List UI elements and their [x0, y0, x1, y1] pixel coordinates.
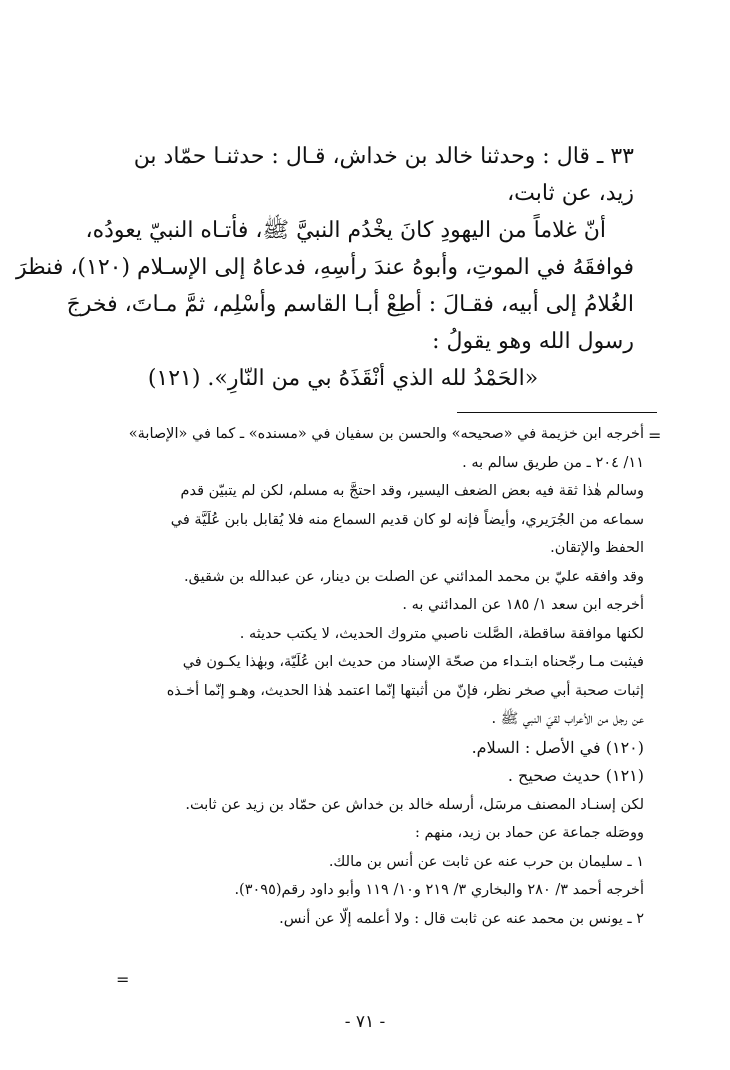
- main-hadith-text: [16, 138, 634, 397]
- hadith-quote-line: «الحَمْدُ لله الذي أنْقَذَهُ بي من النّارِ». (١٢١): [147, 366, 539, 391]
- footnote-line: لكنها موافقة ساقطة، الصَّلت ناصبي متروك الحديث، لا يكتب حديثه .: [239, 625, 644, 642]
- footnote-line: عن رجل من الأعراب لقيَ النبي ﷺ .: [491, 711, 644, 727]
- footnote-line: ١ ـ سليمان بن حرب عنه عن ثابت عن أنس بن مالك.: [328, 853, 644, 870]
- footnote-line: سماعه من الجُرَيري، وأيضاً فإنه لو كان قديم السماع منه فلا يُقابل بابن عُلَيَّة في: [170, 511, 644, 528]
- footnote-line: أخرجه ابن خزيمة في «صحيحه» والحسن بن سفيان في «مسنده» ـ كما في «الإصابة»: [128, 426, 644, 442]
- footnote-line: لكن إسنـاد المصنف مرسَل، أرسله خالد بن خداش عن حمّاد بن زيد عن ثابت.: [185, 796, 644, 813]
- footnote-separator: [457, 412, 657, 413]
- continuation-mark-top: =: [648, 426, 662, 445]
- footnote-line: ١١/ ٢٠٤ ـ من طريق سالم به .: [462, 454, 644, 471]
- continuation-mark-bottom: =: [116, 970, 130, 989]
- page-number: - ٧١ -: [344, 1012, 386, 1032]
- footnote-line: فيثبت مـا رجّحناه ابتـداء من صحّة الإسناد من حديث ابن عُلَيّة، وبهٰذا يكـون في: [182, 654, 644, 670]
- footnote-line: وقد وافقه عليّ بن محمد المدائني عن الصلت بن دينار، عن عبدالله بن شقيق.: [183, 568, 644, 585]
- hadith-line: فوافقَهُ في الموتِ، وأبوهُ عندَ رأسِهِ، فدعاهُ إلى الإسـلام (١٢٠)، فنظرَ: [16, 255, 634, 280]
- hadith-line: أنّ غلاماً من اليهودِ كانَ يخْدُم النبيَّ ﷺ، فأتـاه النبيّ يعودُه،: [85, 218, 606, 243]
- footnote-line: وسالم هٰذا ثقة فيه بعض الضعف اليسير، وقد احتجَّ به مسلم، لكن لم يتبيّن قدم: [180, 483, 644, 499]
- hadith-line: رسول الله وهو يقولُ :: [432, 329, 634, 354]
- footnote-line: ٢ ـ يونس بن محمد عنه عن ثابت قال : ولا أعلمه إلّا عن أنس.: [279, 910, 644, 927]
- footnote-line: الحفظ والإتقان.: [550, 540, 644, 556]
- footnotes: [112, 420, 644, 933]
- hadith-line: ٣٣ ـ قال : وحدثنا خالد بن خداش، قـال : حدثنـا حمّاد بن: [133, 144, 634, 169]
- hadith-line: زيد، عن ثابت،: [507, 181, 634, 206]
- footnote-line: أخرجه أحمد ٣/ ٢٨٠ والبخاري ٣/ ٢١٩ و١٠/ ١١٩ وأبو داود رقم(٣٠٩٥).: [234, 882, 644, 898]
- footnote-120: (١٢٠) في الأصل : السلام.: [471, 737, 644, 757]
- footnote-line: إثبات صحبة أبي صخر نظر، فإنّ من أثبتها إنّما اعتمد هٰذا الحديث، وهـو إنّما أخـذه: [166, 682, 644, 699]
- footnote-line: ووصَله جماعة عن حماد بن زيد، منهم :: [414, 825, 644, 841]
- hadith-line: الغُلامُ إلى أبيه، فقـالَ : أطِعْ أبـا القاسم وأسْلِم، ثمَّ مـاتَ، فخرجَ: [66, 292, 634, 317]
- footnote-121: (١٢١) حديث صحيح .: [507, 766, 644, 785]
- footnote-line: أخرجه ابن سعد ١/ ١٨٥ عن المدائني به .: [402, 597, 644, 613]
